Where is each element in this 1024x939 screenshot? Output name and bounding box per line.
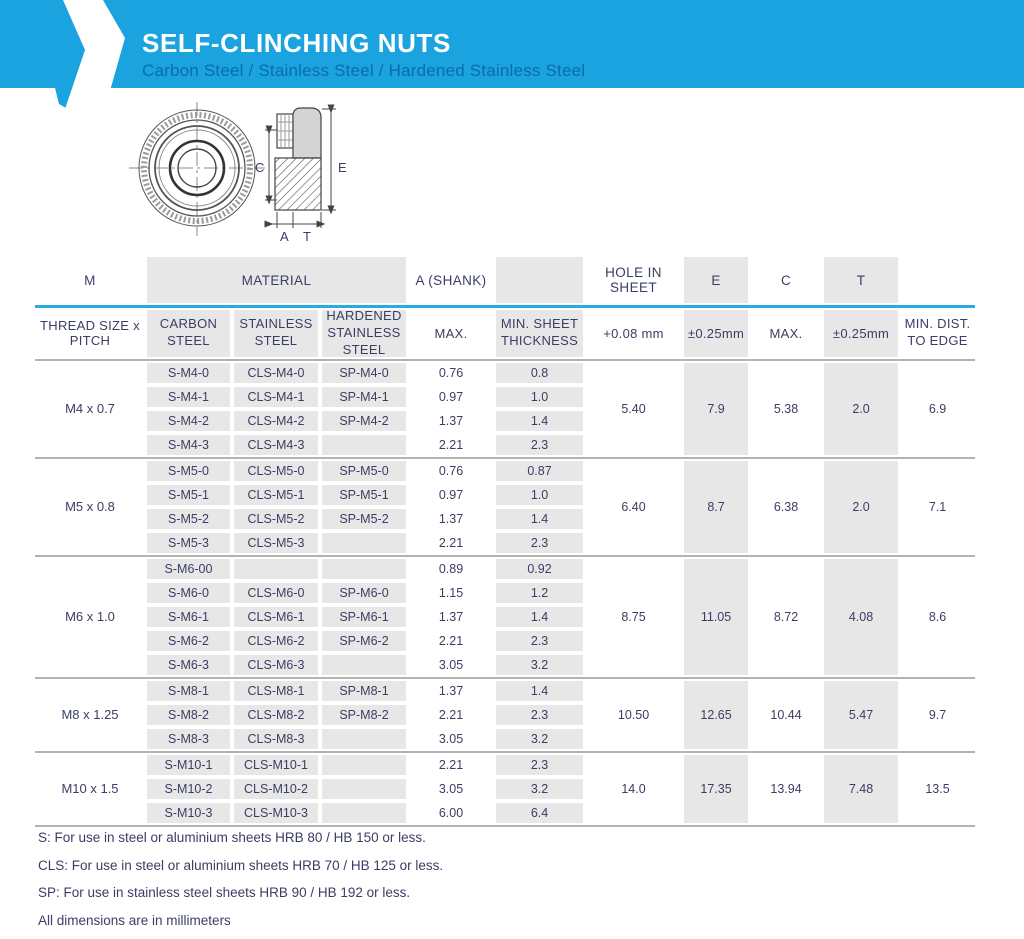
hardened-stainless-cell: SP-M6-2: [320, 629, 408, 653]
shank-max-cell: 0.89: [408, 556, 494, 581]
subheader-e-tolerance: ±0.25mm: [682, 307, 750, 360]
subheader-carbon-steel: CARBON STEEL: [145, 307, 232, 360]
t-dim-cell: 5.47: [822, 678, 900, 752]
front-view: [129, 102, 265, 236]
page-banner: [0, 0, 1024, 112]
hardened-stainless-cell: SP-M8-2: [320, 703, 408, 727]
col-header-c: C: [750, 255, 822, 307]
min-sheet-thickness-cell: 2.3: [494, 531, 585, 556]
t-dim-cell: 2.0: [822, 458, 900, 556]
shank-max-cell: 3.05: [438, 731, 464, 746]
shank-max-cell: 1.37: [438, 413, 464, 428]
c-dim-cell: 13.94: [750, 752, 822, 826]
hardened-stainless-cell: SP-M5-2: [320, 507, 408, 531]
header-row-2: [35, 307, 975, 360]
carbon-steel-cell: S-M5-0: [145, 458, 232, 483]
min-sheet-thickness-cell: 6.4: [494, 801, 585, 826]
e-dim-cell: 11.05: [682, 556, 750, 678]
min-sheet-thickness-cell: 2.3: [494, 433, 585, 458]
table-row: [35, 678, 975, 703]
stainless-steel-cell: CLS-M5-2: [232, 507, 320, 531]
t-dim-cell: 4.08: [822, 556, 900, 678]
stainless-steel-cell: CLS-M8-1: [232, 678, 320, 703]
table-row: [35, 360, 975, 385]
hardened-stainless-cell: [320, 752, 408, 777]
stainless-steel-cell: CLS-M6-3: [232, 653, 320, 678]
thread-size-cell: M5 x 0.8: [35, 458, 145, 556]
hardened-stainless-cell: SP-M5-0: [320, 458, 408, 483]
stainless-steel-cell: CLS-M4-0: [232, 360, 320, 385]
stainless-steel-cell: CLS-M6-2: [232, 629, 320, 653]
carbon-steel-cell: S-M6-0: [145, 581, 232, 605]
hole-in-sheet-cell: 8.75: [585, 556, 682, 678]
carbon-steel-cell: S-M5-3: [145, 531, 232, 556]
e-dim-cell: 12.65: [682, 678, 750, 752]
hardened-stainless-cell: SP-M5-1: [320, 483, 408, 507]
t-dim-cell: 7.48: [822, 752, 900, 826]
shank-max-cell: 2.21: [438, 633, 464, 648]
shank-max-cell: 1.37: [408, 678, 494, 703]
stainless-steel-cell: CLS-M8-3: [232, 727, 320, 752]
shank-max-cell: 0.76: [408, 360, 494, 385]
c-dim-cell: 8.72: [750, 556, 822, 678]
hardened-stainless-cell: SP-M4-0: [320, 360, 408, 385]
col-header-material: MATERIAL: [145, 255, 408, 307]
min-sheet-thickness-cell: 0.8: [494, 360, 585, 385]
min-sheet-thickness-cell: 2.3: [494, 752, 585, 777]
stainless-steel-cell: CLS-M8-2: [232, 703, 320, 727]
dim-label-a: A: [280, 229, 289, 244]
min-sheet-thickness-cell: 1.4: [494, 409, 585, 433]
stainless-steel-cell: [232, 556, 320, 581]
shank-max-cell: 1.15: [438, 585, 464, 600]
subheader-min-dist-edge: MIN. DIST. TO EDGE: [904, 316, 971, 349]
table-row: [35, 556, 975, 581]
shank-max-cell: 0.97: [438, 389, 464, 404]
shank-max-cell: 2.21: [408, 752, 494, 777]
min-dist-edge-cell: 8.6: [900, 556, 975, 678]
shank-max-cell: 3.05: [438, 781, 464, 796]
page-title: SELF-CLINCHING NUTS: [142, 28, 451, 58]
shank-max-cell: 3.05: [438, 657, 464, 672]
carbon-steel-cell: S-M8-3: [145, 727, 232, 752]
hardened-stainless-cell: [320, 801, 408, 826]
hardened-stainless-cell: [320, 531, 408, 556]
carbon-steel-cell: S-M4-3: [145, 433, 232, 458]
hardened-stainless-cell: [320, 433, 408, 458]
shank-max-cell: 1.37: [438, 511, 464, 526]
shank-max-cell: 2.21: [438, 437, 464, 452]
stainless-steel-cell: CLS-M4-1: [232, 385, 320, 409]
hardened-stainless-cell: SP-M6-0: [320, 581, 408, 605]
table-row: [35, 458, 975, 483]
shank-max-cell: 0.76: [408, 458, 494, 483]
col-header-hole-in-sheet: HOLE IN SHEET: [585, 255, 682, 307]
c-dim-cell: 6.38: [750, 458, 822, 556]
stainless-steel-cell: CLS-M5-1: [232, 483, 320, 507]
min-sheet-thickness-cell: 1.4: [494, 678, 585, 703]
stainless-steel-cell: CLS-M5-3: [232, 531, 320, 556]
dim-label-c: C: [255, 160, 265, 175]
thread-size-cell: M8 x 1.25: [35, 678, 145, 752]
spec-table-body: [35, 360, 975, 826]
carbon-steel-cell: S-M10-2: [145, 777, 232, 801]
carbon-steel-cell: S-M6-00: [145, 556, 232, 581]
subheader-thread-size: THREAD SIZE x PITCH: [40, 318, 140, 349]
page-subtitle: Carbon Steel / Stainless Steel / Hardened Stainless Steel: [142, 61, 586, 80]
col-header-blank-2: [900, 255, 975, 307]
footnote-sp: SP: For use in stainless steel sheets HRB 90 / HB 192 or less.: [38, 885, 411, 900]
min-sheet-thickness-cell: 1.4: [494, 605, 585, 629]
carbon-steel-cell: S-M6-1: [145, 605, 232, 629]
thread-size-cell: M10 x 1.5: [35, 752, 145, 826]
col-header-a-shank: A (SHANK): [408, 255, 494, 307]
footnote-cls: CLS: For use in steel or aluminium sheets HRB 70 / HB 125 or less.: [38, 857, 444, 873]
hardened-stainless-cell: SP-M8-1: [320, 678, 408, 703]
carbon-steel-cell: S-M4-1: [145, 385, 232, 409]
subheader-max-shank: MAX.: [434, 325, 468, 341]
min-sheet-thickness-cell: 1.0: [494, 385, 585, 409]
stainless-steel-cell: CLS-M10-2: [232, 777, 320, 801]
stainless-steel-cell: CLS-M6-1: [232, 605, 320, 629]
e-dim-cell: 17.35: [682, 752, 750, 826]
stainless-steel-cell: CLS-M10-3: [232, 801, 320, 826]
hole-in-sheet-cell: 14.0: [585, 752, 682, 826]
footnote-s: S: For use in steel or aluminium sheets HRB 80 / HB 150 or less.: [38, 830, 426, 845]
hardened-stainless-cell: [320, 556, 408, 581]
hardened-stainless-cell: SP-M6-1: [320, 605, 408, 629]
stainless-steel-cell: CLS-M5-0: [232, 458, 320, 483]
c-dim-cell: 10.44: [750, 678, 822, 752]
min-sheet-thickness-cell: 3.2: [494, 777, 585, 801]
hole-in-sheet-cell: 6.40: [585, 458, 682, 556]
min-sheet-thickness-cell: 0.87: [494, 458, 585, 483]
min-sheet-thickness-cell: 0.92: [494, 556, 585, 581]
c-dim-cell: 5.38: [750, 360, 822, 458]
spec-table: [35, 255, 975, 827]
subheader-stainless-steel: STAINLESS STEEL: [232, 307, 320, 360]
min-dist-edge-cell: 7.1: [900, 458, 975, 556]
dim-label-t: T: [303, 229, 311, 244]
table-row: [35, 752, 975, 777]
min-sheet-thickness-cell: 3.2: [494, 727, 585, 752]
min-sheet-thickness-cell: 1.2: [494, 581, 585, 605]
shank-max-cell: 6.00: [438, 805, 464, 820]
thread-size-cell: M6 x 1.0: [35, 556, 145, 678]
min-sheet-thickness-cell: 1.0: [494, 483, 585, 507]
subheader-min-sheet-thickness: MIN. SHEET THICKNESS: [494, 307, 585, 360]
thread-size-cell: M4 x 0.7: [35, 360, 145, 458]
shank-max-cell: 2.21: [438, 535, 464, 550]
shank-max-cell: 0.97: [438, 487, 464, 502]
hardened-stainless-cell: [320, 777, 408, 801]
subheader-t-tolerance: ±0.25mm: [822, 307, 900, 360]
shank-max-cell: 1.37: [438, 609, 464, 624]
min-dist-edge-cell: 6.9: [900, 360, 975, 458]
hole-in-sheet-cell: 5.40: [585, 360, 682, 458]
footnote-dimensions: All dimensions are in millimeters: [38, 912, 231, 928]
t-dim-cell: 2.0: [822, 360, 900, 458]
stainless-steel-cell: CLS-M10-1: [232, 752, 320, 777]
min-sheet-thickness-cell: 1.4: [494, 507, 585, 531]
carbon-steel-cell: S-M8-2: [145, 703, 232, 727]
e-dim-cell: 7.9: [682, 360, 750, 458]
carbon-steel-cell: S-M10-3: [145, 801, 232, 826]
side-view: [255, 108, 347, 244]
footnotes: [38, 829, 443, 939]
hole-in-sheet-cell: 10.50: [585, 678, 682, 752]
min-dist-edge-cell: 13.5: [900, 752, 975, 826]
e-dim-cell: 8.7: [682, 458, 750, 556]
carbon-steel-cell: S-M5-2: [145, 507, 232, 531]
carbon-steel-cell: S-M5-1: [145, 483, 232, 507]
carbon-steel-cell: S-M8-1: [145, 678, 232, 703]
dim-label-e: E: [338, 160, 347, 175]
hardened-stainless-cell: [320, 727, 408, 752]
stainless-steel-cell: CLS-M4-2: [232, 409, 320, 433]
col-header-t: T: [822, 255, 900, 307]
hardened-stainless-cell: [320, 653, 408, 678]
col-header-blank-1: [494, 255, 585, 307]
subheader-hardened-stainless: HARDENED STAINLESS STEEL: [320, 307, 408, 360]
stainless-steel-cell: CLS-M4-3: [232, 433, 320, 458]
col-header-m: M: [35, 255, 145, 307]
nut-technical-drawing: [125, 100, 385, 253]
header-row-1: [35, 255, 975, 307]
subheader-max-c: MAX.: [769, 325, 803, 341]
carbon-steel-cell: S-M4-2: [145, 409, 232, 433]
col-header-e: E: [682, 255, 750, 307]
carbon-steel-cell: S-M10-1: [145, 752, 232, 777]
hardened-stainless-cell: SP-M4-2: [320, 409, 408, 433]
hardened-stainless-cell: SP-M4-1: [320, 385, 408, 409]
carbon-steel-cell: S-M6-2: [145, 629, 232, 653]
stainless-steel-cell: CLS-M6-0: [232, 581, 320, 605]
carbon-steel-cell: S-M6-3: [145, 653, 232, 678]
min-sheet-thickness-cell: 2.3: [494, 703, 585, 727]
carbon-steel-cell: S-M4-0: [145, 360, 232, 385]
min-dist-edge-cell: 9.7: [900, 678, 975, 752]
min-sheet-thickness-cell: 3.2: [494, 653, 585, 678]
subheader-hole-tolerance: +0.08 mm: [603, 325, 664, 341]
shank-max-cell: 2.21: [438, 707, 464, 722]
min-sheet-thickness-cell: 2.3: [494, 629, 585, 653]
